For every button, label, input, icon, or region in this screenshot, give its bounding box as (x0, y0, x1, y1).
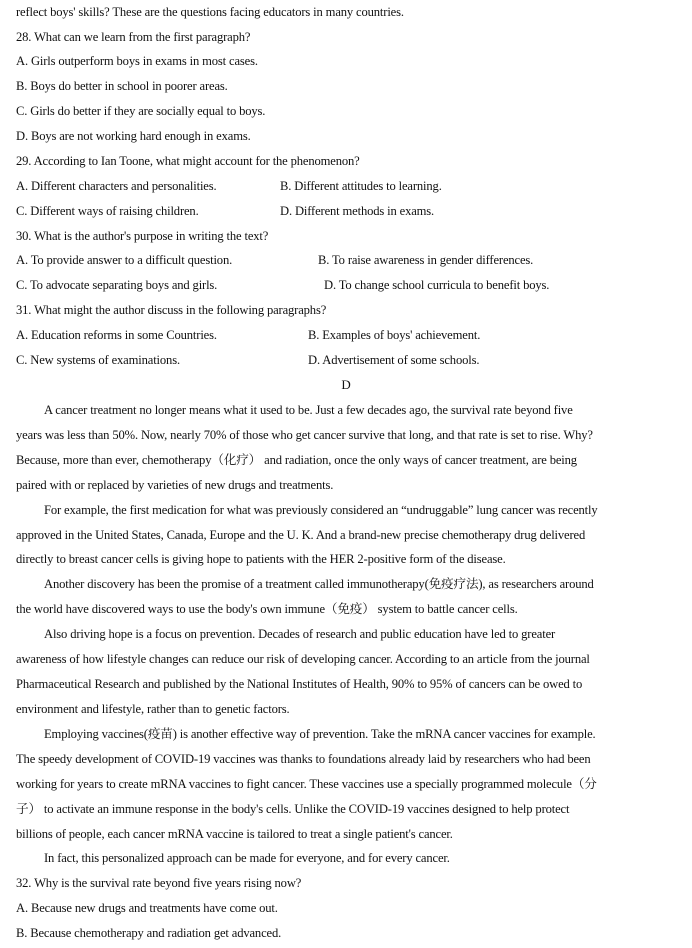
passage-line: Pharmaceutical Research and published by the National Institutes of Health, 90% to 95% of cancers can be owed to (16, 677, 583, 691)
passage-line: Because, more than ever, chemotherapy（化疗） and radiation, once the only ways of cancer treatment, are being (16, 453, 577, 467)
question-30-options-row-2 (16, 277, 686, 293)
question-31-options-row-2 (16, 352, 686, 368)
passage-line: working for years to create mRNA vaccines to fight cancer. These vaccines use a specially programmed molecule（分 (16, 777, 597, 791)
question-29-options-row-1 (16, 178, 686, 194)
question-31-option-b: B. Examples of boys' achievement. (308, 328, 481, 342)
question-30-option-a: A. To provide answer to a difficult question. (16, 253, 233, 267)
passage-line: the world have discovered ways to use the body's own immune（免疫） system to battle cancer cells. (16, 602, 518, 616)
question-29-stem: 29. According to Ian Toone, what might account for the phenomenon? (16, 154, 360, 168)
question-29-option-a: A. Different characters and personalities. (16, 179, 217, 193)
question-29-option-c: C. Different ways of raising children. (16, 204, 199, 218)
question-28-option-c: C. Girls do better if they are socially equal to boys. (16, 104, 266, 118)
passage-line: billions of people, each cancer mRNA vaccine is tailored to treat a single patient's cancer. (16, 827, 453, 841)
question-30-options-row-1 (16, 252, 686, 268)
question-30-option-c: C. To advocate separating boys and girls. (16, 278, 218, 292)
question-30-option-b: B. To raise awareness in gender differences. (318, 253, 534, 267)
question-32-option-a: A. Because new drugs and treatments have come out. (16, 901, 278, 915)
passage-line: For example, the first medication for what was previously considered an “undruggable” lung cancer was recently (44, 503, 598, 517)
question-30-stem: 30. What is the author's purpose in writing the text? (16, 229, 269, 243)
passage-line: The speedy development of COVID-19 vaccines was thanks to foundations already laid by researchers who had been (16, 752, 591, 766)
question-31-option-d: D. Advertisement of some schools. (308, 353, 480, 367)
question-29-option-b: B. Different attitudes to learning. (280, 179, 442, 193)
passage-line: A cancer treatment no longer means what it used to be. Just a few decades ago, the survival rate beyond five (44, 403, 573, 417)
question-28-option-b: B. Boys do better in school in poorer areas. (16, 79, 228, 93)
question-30-option-d: D. To change school curricula to benefit boys. (324, 278, 550, 292)
passage-line: approved in the United States, Canada, Europe and the U. K. And a brand-new precise chemotherapy drug delivered (16, 528, 586, 542)
question-32-option-b: B. Because chemotherapy and radiation get advanced. (16, 926, 282, 940)
passage-line: 子） to activate an immune response in the body's cells. Unlike the COVID-19 vaccines designed to help protect (16, 802, 570, 816)
question-28-option-d: D. Boys are not working hard enough in exams. (16, 129, 251, 143)
intro-tail: reflect boys' skills? These are the questions facing educators in many countries. (16, 5, 404, 19)
question-31-stem: 31. What might the author discuss in the following paragraphs? (16, 303, 327, 317)
passage-line: Another discovery has been the promise of a treatment called immunotherapy(免疫疗法), as researchers around (44, 577, 594, 591)
passage-line: years was less than 50%. Now, nearly 70% of those who get cancer survive that long, and that rate is set to rise. Why? (16, 428, 593, 442)
question-29-options-row-2 (16, 203, 686, 219)
question-31-option-a: A. Education reforms in some Countries. (16, 328, 217, 342)
passage-line: directly to breast cancer cells is giving hope to patients with the HER 2-positive form of the disease. (16, 552, 506, 566)
passage-line: paired with or replaced by varieties of new drugs and treatments. (16, 478, 334, 492)
question-31-option-c: C. New systems of examinations. (16, 353, 180, 367)
passage-line: In fact, this personalized approach can be made for everyone, and for every cancer. (44, 851, 450, 865)
passage-line: environment and lifestyle, rather than to genetic factors. (16, 702, 290, 716)
passage-line: awareness of how lifestyle changes can reduce our risk of developing cancer. According to an article from the journal (16, 652, 590, 666)
question-32-stem: 32. Why is the survival rate beyond five years rising now? (16, 876, 302, 890)
question-29-option-d: D. Different methods in exams. (280, 204, 435, 218)
question-28-stem: 28. What can we learn from the first paragraph? (16, 30, 251, 44)
question-31-options-row-1 (16, 327, 686, 343)
question-28-option-a: A. Girls outperform boys in exams in most cases. (16, 54, 258, 68)
passage-line: Employing vaccines(疫苗) is another effective way of prevention. Take the mRNA cancer vaccines for example. (44, 727, 596, 741)
passage-line: Also driving hope is a focus on prevention. Decades of research and public education have led to greater (44, 627, 556, 641)
section-label: D (341, 377, 351, 392)
